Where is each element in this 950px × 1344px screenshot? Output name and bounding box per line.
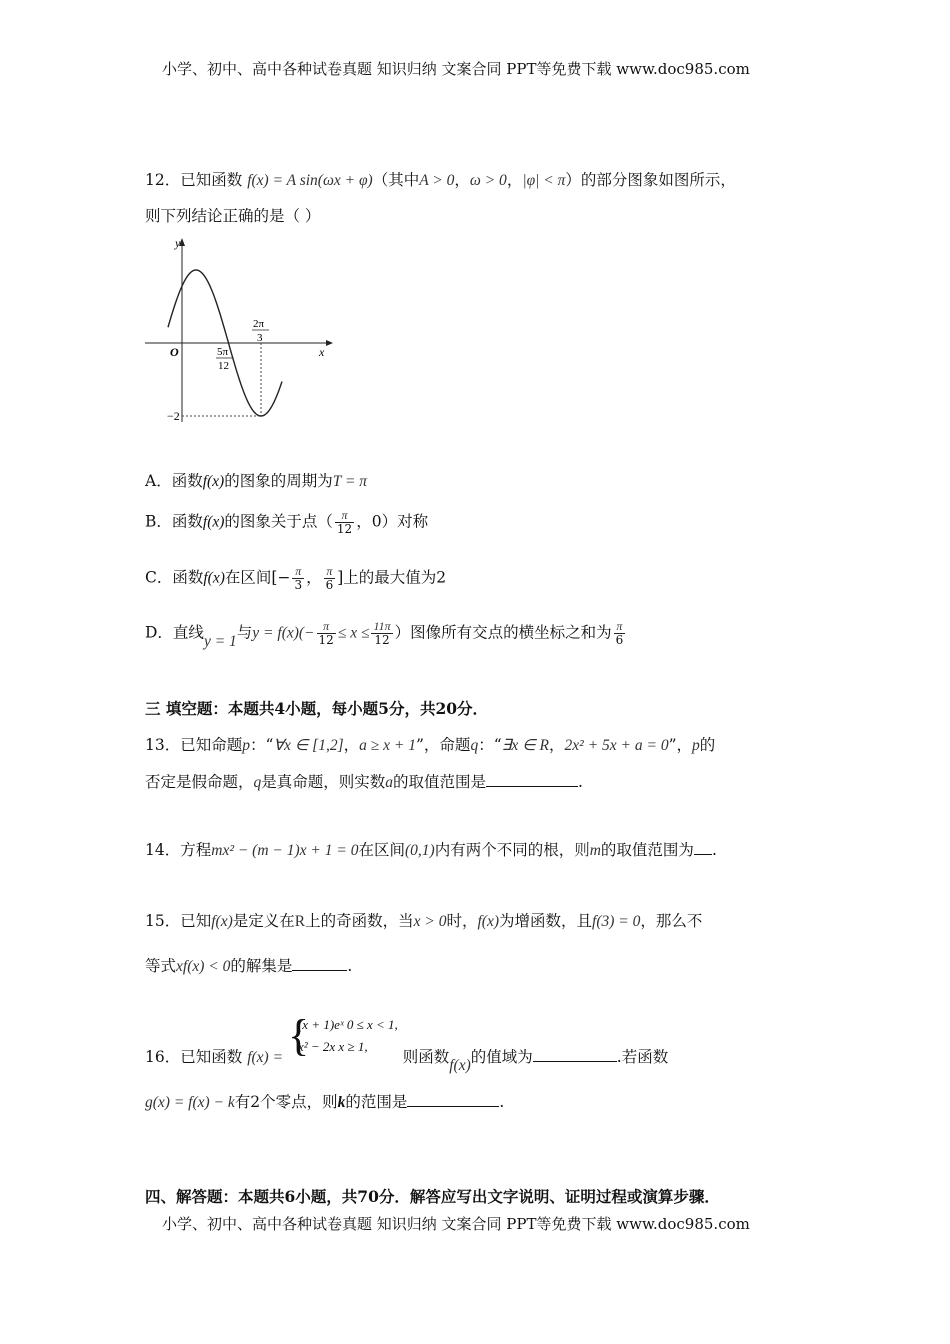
q16-line2: [145, 1090, 504, 1112]
q12-cond2: ω > 0: [469, 172, 507, 189]
tick-2pi-numerator: 2π: [253, 318, 265, 330]
opt-d-frac2-num: 11π: [373, 619, 391, 633]
opt-c-text: 在区间[−: [224, 568, 291, 587]
q12-line1: [145, 168, 736, 190]
q16-t5: 有2个零点，则: [234, 1093, 338, 1111]
q14-m2: (0,1): [404, 842, 435, 859]
q14-line: [145, 838, 717, 860]
q13-line2: [145, 770, 583, 792]
q12-sep2: ，: [506, 171, 523, 189]
page-footer: 小学、初中、高中各种试卷真题 知识归纳 文案合同 PPT等免费下载 www.doc985.com: [162, 1215, 750, 1233]
q14-answer-blank: [694, 853, 712, 855]
opt-d-frac2-den: 12: [374, 633, 390, 647]
q13-t3: ，: [343, 736, 360, 754]
opt-b-fx: f(x): [202, 513, 225, 531]
opt-d-frac1: [317, 620, 336, 647]
opt-d-frac1-num: π: [317, 620, 336, 634]
q12-text-b: （其中: [372, 171, 420, 189]
q16-piece2: x² − 2x x ≥ 1,: [297, 1039, 368, 1054]
opt-c-frac1: [292, 565, 304, 592]
q14-m1: mx² − (m − 1)x + 1 = 0: [211, 842, 359, 859]
q16-line1: [145, 1011, 669, 1074]
opt-c-frac2: [324, 565, 336, 592]
q16-t6: 的范围是: [345, 1093, 408, 1111]
opt-b-tail: ，0）对称: [356, 512, 429, 531]
opt-a-text: 的图象的周期为: [224, 472, 333, 490]
q16-end: .: [499, 1093, 505, 1111]
opt-c-tail: ]上的最大值为2: [337, 568, 447, 587]
q13-m4: 2x² + 5x + a = 0: [564, 737, 669, 754]
q13-q2: q: [253, 774, 262, 791]
q15-t3: 上的奇函数，当: [305, 912, 414, 930]
q12-sine-graph: [140, 232, 340, 427]
opt-d-le: ≤ x ≤: [337, 624, 370, 642]
q14-t1: 方程: [180, 841, 212, 859]
opt-a-fx: f(x): [202, 473, 225, 490]
q16-t4: .若函数: [616, 1048, 669, 1066]
q14-t5: 的取值范围为: [600, 841, 694, 859]
q16-m2: g(x) = f(x) − k: [145, 1094, 235, 1111]
opt-d-frac3: [614, 620, 626, 647]
opt-d-frac1-den: 12: [318, 633, 334, 647]
q12-option-a: [145, 469, 367, 491]
q13-t7: ”，: [668, 736, 693, 754]
opt-d-func: y = f(x)(−: [252, 624, 315, 642]
q13-line1: [145, 733, 715, 755]
opt-c-frac1-num: π: [292, 565, 304, 579]
q12-text-a: 已知函数: [180, 171, 243, 189]
q13-q: q: [470, 737, 479, 754]
q13-a: a: [385, 774, 394, 791]
q15-answer-blank: [292, 969, 347, 971]
q13-m1: ∀x ∈ [1,2]: [273, 737, 344, 754]
q15-m6: xf(x) < 0: [176, 958, 231, 975]
q15-m2: R: [294, 913, 306, 930]
q12-text-c: ）的部分图象如图所示，: [565, 171, 736, 189]
tick-5pi-numerator: 5π: [217, 346, 229, 358]
q13-t2: ：“: [250, 736, 274, 754]
q16-k-blank: [407, 1105, 499, 1107]
x-axis-arrow: [326, 340, 333, 346]
q16-k: k: [337, 1094, 346, 1111]
q14-t3: 内有两个不同的根，: [434, 841, 575, 859]
page-header: 小学、初中、高中各种试卷真题 知识归纳 文案合同 PPT等免费下载 www.doc985.com: [162, 60, 750, 78]
q13-answer-blank: [486, 785, 578, 787]
q13-t1: 已知命题: [180, 736, 243, 754]
q16-range-blank: [533, 1060, 617, 1062]
q16-t1: 已知函数: [180, 1048, 243, 1066]
q15-end: .: [347, 957, 353, 975]
q13-number: 13．: [145, 736, 181, 754]
q16-m1: f(x): [449, 1057, 471, 1074]
q12-cond3: |φ| < π: [522, 172, 566, 189]
opt-a-label: A．函数: [145, 472, 203, 490]
section-3-heading: 三 填空题：本题共4小题，每小题5分，共20分．: [145, 699, 489, 718]
q13-line2a: 否定是假命题，: [145, 773, 254, 791]
q14-t4: 则: [574, 841, 590, 859]
q15-m3: x > 0: [413, 913, 447, 930]
q15-t1: 已知: [180, 912, 212, 930]
tick-2pi-denominator: 3: [257, 332, 263, 344]
section-4-heading: 四、解答题：本题共6小题，共70分．解答应写出文字说明、证明过程或演算步骤．: [145, 1187, 720, 1206]
opt-b-frac-den: 12: [336, 522, 353, 536]
q13-m3: ∃x ∈ R: [501, 737, 550, 754]
opt-c-frac2-num: π: [324, 565, 336, 579]
q14-number: 14．: [145, 841, 181, 859]
opt-b-text: 的图象关于点（: [224, 512, 333, 531]
q16-t2: 则函数: [402, 1048, 450, 1066]
q16-piece1: (x + 1)eˣ 0 ≤ x < 1,: [297, 1017, 398, 1032]
q15-m5: f(3) = 0: [592, 913, 641, 930]
opt-c-fx: f(x): [203, 569, 225, 587]
q15-line1: [145, 909, 702, 931]
x-label: x: [319, 345, 325, 359]
q15-number: 15．: [145, 912, 181, 930]
q16-t3: 的值域为: [470, 1048, 533, 1066]
y-min-label: −2: [167, 409, 180, 423]
opt-c-label: C．函数: [145, 568, 204, 587]
opt-b-frac: [335, 509, 354, 536]
q15-t5: 为增函数，且: [499, 912, 593, 930]
q12-number: 12．: [145, 171, 181, 189]
q12-option-c: [145, 565, 446, 592]
q12-option-d: [145, 619, 627, 650]
opt-b-frac-num: π: [335, 509, 354, 523]
q15-line2: [145, 954, 352, 976]
q16-piecewise: [287, 1011, 398, 1060]
q16-brace: {: [287, 1011, 310, 1060]
q13-t8: 的: [699, 736, 716, 754]
q13-t6: ，: [549, 736, 565, 754]
opt-d-frac3-num: π: [614, 620, 626, 634]
opt-b-label: B．函数: [145, 512, 203, 531]
q13-t5: ：“: [478, 736, 502, 754]
q13-p: p: [242, 737, 250, 754]
q13-end: .: [578, 773, 583, 791]
q15-t6: ，那么不: [640, 912, 703, 930]
opt-c-mid: ，: [306, 568, 322, 587]
q13-m2: a ≥ x + 1: [359, 737, 416, 754]
q12-option-b: [145, 509, 428, 536]
opt-d-line: y = 1: [203, 632, 237, 650]
q15-m4: f(x): [477, 913, 500, 930]
q14-t2: 在区间: [358, 841, 405, 859]
q14-m: m: [589, 842, 601, 859]
q14-end: .: [711, 841, 717, 859]
opt-d-label: D．直线: [145, 623, 204, 642]
y-label: y: [175, 236, 181, 250]
q15-line2b: 的解集是: [230, 957, 293, 975]
opt-d-frac3-den: 6: [615, 633, 624, 647]
q15-m1: f(x): [211, 913, 233, 930]
opt-c-frac1-den: 3: [294, 578, 303, 592]
q16-fx: f(x) =: [247, 1049, 284, 1066]
q12-cond1: A > 0: [419, 172, 455, 189]
q15-line2a: 等式: [145, 957, 177, 975]
origin-label: O: [170, 345, 179, 359]
tick-5pi-denominator: 12: [218, 360, 229, 372]
opt-c-frac2-den: 6: [325, 578, 334, 592]
opt-a-math: T = π: [332, 473, 368, 490]
q16-number: 16．: [145, 1048, 181, 1066]
q12-sep1: ，: [454, 171, 470, 189]
q13-line2c: 的取值范围是: [393, 773, 487, 791]
opt-d-with: 与: [236, 623, 253, 642]
q13-p2: p: [692, 737, 700, 754]
q12-func: f(x) = A sin(ωx + φ): [247, 172, 373, 189]
opt-d-tail: ）图像所有交点的横坐标之和为: [394, 623, 612, 642]
opt-d-frac2: [371, 620, 392, 647]
q15-t2: 是定义在: [232, 912, 295, 930]
q13-t4: ”，命题: [416, 736, 471, 754]
q13-line2b: 是真命题，则实数: [261, 773, 386, 791]
q12-line2: 则下列结论正确的是（ ）: [145, 207, 321, 225]
q15-t4: 时，: [446, 912, 478, 930]
